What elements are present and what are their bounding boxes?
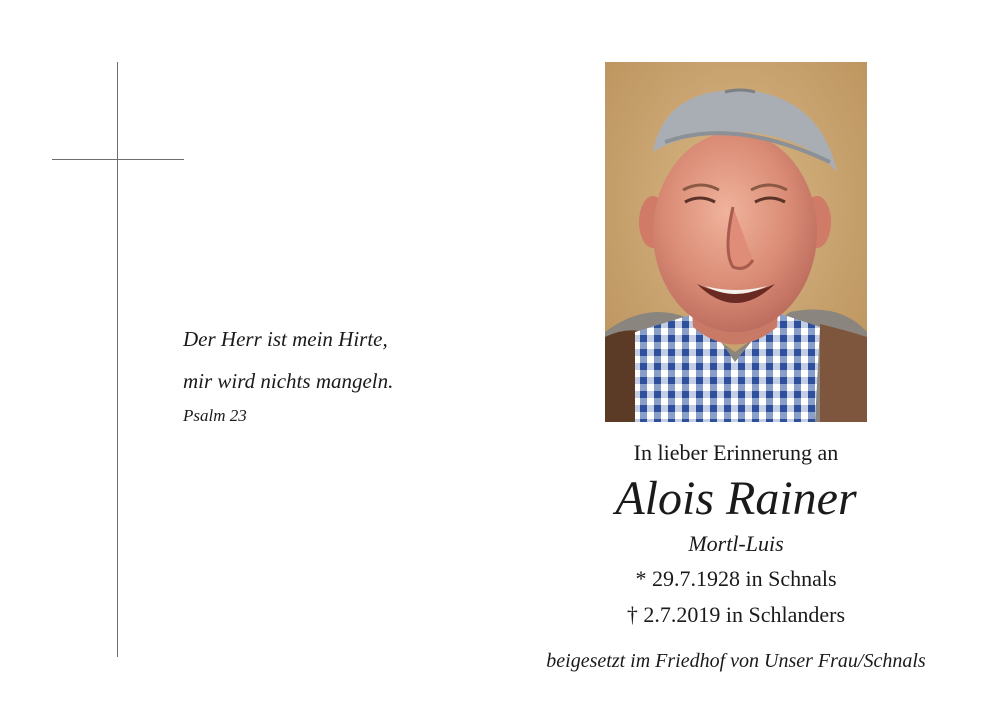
deceased-name: Alois Rainer xyxy=(615,472,857,525)
verse-line-2: mir wird nichts mangeln. xyxy=(183,369,394,393)
memorial-intro: In lieber Erinnerung an xyxy=(633,440,839,465)
verse-line-1: Der Herr ist mein Hirte, xyxy=(183,327,388,351)
death-date: † 2.7.2019 in Schlanders xyxy=(626,602,846,627)
cross-horizontal-line xyxy=(52,159,184,160)
burial-place: beigesetzt im Friedhof von Unser Frau/Schnals xyxy=(546,650,926,672)
birth-date: * 29.7.1928 in Schnals xyxy=(635,566,837,591)
verse-reference: Psalm 23 xyxy=(183,406,247,425)
memorial-info xyxy=(580,435,892,633)
portrait-image xyxy=(605,62,867,422)
deceased-nickname: Mortl-Luis xyxy=(688,531,784,556)
cross-vertical-line xyxy=(117,62,118,657)
bible-verse xyxy=(183,318,393,426)
portrait-photo xyxy=(605,62,867,422)
